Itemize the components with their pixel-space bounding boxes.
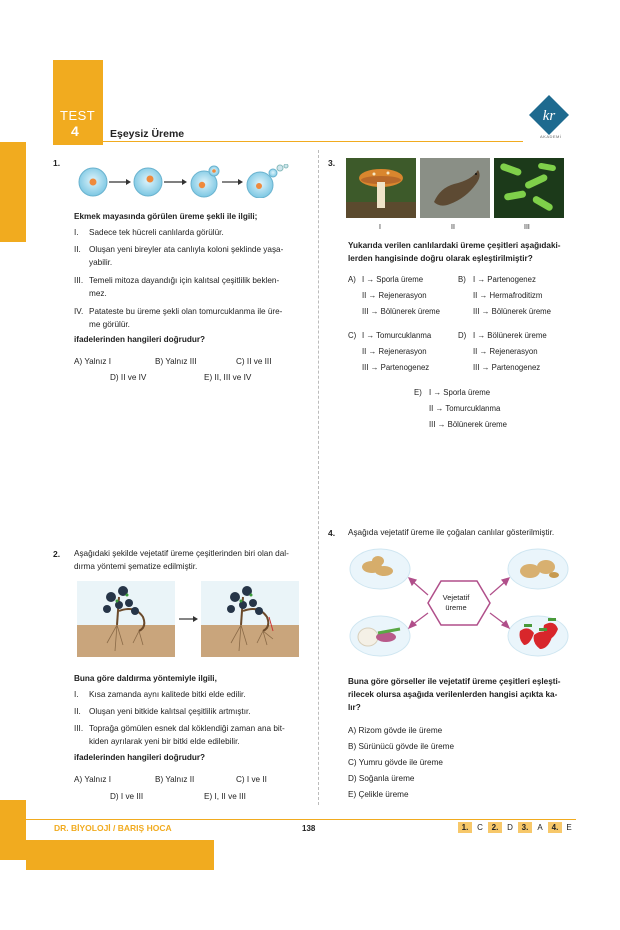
answer-key-1-answer: C	[477, 823, 483, 832]
q2-layering-diagram	[77, 581, 299, 657]
answer-key-3-number: 3.	[518, 822, 532, 833]
answer-key-3-answer: A	[537, 823, 543, 832]
q3-option-e-row2: II → Tomurcuklanma	[429, 404, 501, 413]
header-rule	[103, 141, 523, 142]
q3-option-c-row3: III → Partenogenez	[362, 363, 430, 372]
page-title: Eşeysiz Üreme	[110, 128, 185, 140]
answer-key-2-number: 2.	[488, 822, 502, 833]
q3-image-mushroom	[346, 158, 416, 218]
q2-intro-line1: Aşağıdaki şekilde vejetatif üreme çeşitlerinden biri olan dal-	[74, 549, 289, 558]
test-label: TEST	[60, 108, 96, 123]
q4-center-label-line2: üreme	[445, 603, 467, 612]
q4-option-a[interactable]: A) Rizom gövde ile üreme	[348, 726, 443, 735]
q1-statement-4: IV. Patateste bu üreme şekli olan tomurcuklanma ile üre- me görülür.	[74, 307, 283, 329]
footer-brand: DR. BİYOLOJİ / BARIŞ HOCA	[54, 823, 172, 833]
test-number: 4	[71, 123, 79, 139]
q1-option-b[interactable]: B) Yalnız III	[155, 357, 197, 366]
q1-budding-diagram	[76, 164, 296, 198]
left-side-bar	[0, 142, 26, 242]
q2-option-b[interactable]: B) Yalnız II	[155, 775, 195, 784]
q3-option-d-row3: III → Partenogenez	[473, 363, 541, 372]
q1-option-e[interactable]: E) II, III ve IV	[204, 373, 252, 382]
q4-option-b[interactable]: B) Sürünücü gövde ile üreme	[348, 742, 455, 751]
q3-label-3: III	[524, 224, 530, 231]
q3-option-c-row2: II → Rejenerasyon	[362, 347, 427, 356]
q4-option-d[interactable]: D) Soğanla üreme	[348, 774, 415, 783]
column-divider	[318, 150, 319, 805]
q4-option-e[interactable]: E) Çelikle üreme	[348, 790, 409, 799]
q4-option-c[interactable]: C) Yumru gövde ile üreme	[348, 758, 443, 767]
answer-key-2-answer: D	[507, 823, 513, 832]
answer-key-4-answer: E	[566, 823, 572, 832]
q3-option-a-row2: II → Rejenerasyon	[362, 291, 427, 300]
q3-option-b-row1: I → Partenogenez	[473, 275, 536, 284]
q2-question: ifadelerinden hangileri doğrudur?	[74, 753, 206, 762]
q4-intro: Aşağıda vejetatif üreme ile çoğalan canlılar gösterilmiştir.	[348, 528, 555, 537]
q3-stem-line2: lerden hangisinde doğru olarak eşleştirilmiştir?	[348, 254, 533, 263]
q3-option-d-row2: II → Rejenerasyon	[473, 347, 538, 356]
q1-statement-2: II. Oluşan yeni bireyler ata canlıyla koloni şeklinde yaşa- yabilir.	[74, 245, 284, 267]
logo-caption: AKADEMİ	[540, 134, 562, 139]
q2-stem: Buna göre daldırma yöntemiyle ilgili,	[74, 674, 217, 683]
answer-key-4-number: 4.	[548, 822, 562, 833]
left-side-bar-bottom	[0, 800, 26, 860]
q2-option-a[interactable]: A) Yalnız I	[74, 775, 112, 784]
q1-number: 1.	[53, 158, 61, 168]
q3-label-2: II	[451, 224, 455, 231]
publisher-logo	[528, 94, 570, 136]
q3-option-e-row1: I → Sporla üreme	[429, 388, 491, 397]
q2-intro-line2: dırma yöntemi şematize edilmiştir.	[74, 562, 198, 571]
q4-center-label-line1: Vejetatif	[442, 593, 470, 602]
q1-stem: Ekmek mayasında görülen üreme şekli ile ilgili;	[74, 212, 258, 221]
q2-number: 2.	[53, 549, 61, 559]
q2-option-d[interactable]: D) I ve III	[110, 792, 144, 801]
q3-number: 3.	[328, 158, 336, 168]
q1-option-c[interactable]: C) II ve III	[236, 357, 272, 366]
q3-image-bacteria	[494, 158, 564, 218]
q1-question: ifadelerinden hangileri doğrudur?	[74, 335, 206, 344]
q2-statement-3: III. Toprağa gömülen esnek dal köklendiği zaman ana bit- kiden ayrılarak yeni bir bitki elde edilebilir.	[74, 724, 285, 746]
q3-option-a-row3: III → Bölünerek üreme	[362, 307, 441, 316]
q3-option-b-letter: B)	[458, 275, 466, 284]
q3-option-a-letter: A)	[348, 275, 356, 284]
q3-option-b-row2: II → Hermafroditizm	[473, 291, 543, 300]
q1-option-d[interactable]: D) II ve IV	[110, 373, 147, 382]
q3-option-e-letter: E)	[414, 388, 422, 397]
q3-option-b-row3: III → Bölünerek üreme	[473, 307, 552, 316]
q3-option-c-row1: I → Tomurcuklanma	[362, 331, 432, 340]
q4-stem-line1: Buna göre görseller ile vejetatif üreme çeşitleri eşleşti-	[348, 677, 561, 686]
q1-statement-3: III. Temeli mitoza dayandığı için kalıtsal çeşitlilik beklen- mez.	[74, 276, 280, 298]
footer-band	[26, 840, 214, 870]
answer-key-1-number: 1.	[458, 822, 472, 833]
q3-label-1: I	[379, 224, 381, 231]
q1-option-a[interactable]: A) Yalnız I	[74, 357, 112, 366]
q3-option-d-letter: D)	[458, 331, 467, 340]
q3-option-c-letter: C)	[348, 331, 357, 340]
page-number: 138	[302, 824, 316, 833]
svg-text:kr: kr	[542, 108, 556, 124]
q3-option-e-row3: III → Bölünerek üreme	[429, 420, 508, 429]
q3-image-planarian	[420, 158, 490, 218]
q3-option-a-row1: I → Sporla üreme	[362, 275, 424, 284]
footer-rule	[26, 819, 576, 820]
q2-option-e[interactable]: E) I, II ve III	[204, 792, 246, 801]
q4-stem-line3: lır?	[348, 703, 361, 712]
q4-stem-line2: rilecek olursa aşağıda verilenlerden hangisi açıkta ka-	[348, 690, 558, 699]
q3-stem-line1: Yukarıda verilen canlılardaki üreme çeşitleri aşağıdaki-	[348, 241, 561, 250]
q3-option-d-row1: I → Bölünerek üreme	[473, 331, 547, 340]
q2-option-c[interactable]: C) I ve II	[236, 775, 267, 784]
q4-number: 4.	[328, 528, 336, 538]
